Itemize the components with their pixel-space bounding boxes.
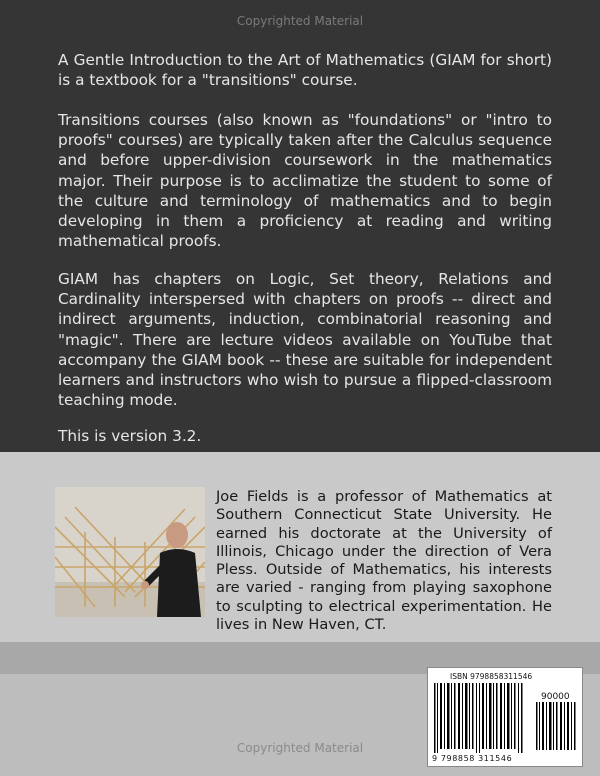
author-bio: Joe Fields is a professor of Mathematics at Southern Connecticut State University. He earned his doctorate at the University of Illinois, Chicago under the direction of Vera Pless. Outside of Mathematics, his interests are varied - ranging from playing saxophone to sculpting to electrical experimentation. He lives in New Haven, CT. <box>216 488 552 634</box>
blurb-paragraph-1: A Gentle Introduction to the Art of Mathematics (GIAM for short) is a textbook for a "transitions" course. <box>58 51 552 90</box>
blurb-paragraph-4: This is version 3.2. <box>58 427 202 445</box>
watermark-bottom: Copyrighted Material <box>236 741 364 755</box>
barcode-digits: 9 798858 311546 <box>432 754 513 763</box>
blurb-paragraph-3: GIAM has chapters on Logic, Set theory, Relations and Cardinality interspersed with chapters on proofs -- direct and indirect arguments, induction, combinatorial reasoning and "magic". There are lecture videos available on YouTube that accompany the GIAM book -- these are suitable for independent learners and instructors who wish to pursue a flipped-classroom teaching mode. <box>58 270 552 410</box>
price-code: 90000 <box>541 692 570 702</box>
author-photo <box>55 487 205 617</box>
watermark-top: Copyrighted Material <box>236 14 364 28</box>
isbn-label: ISBN 9798858311546 <box>450 672 533 681</box>
blurb-paragraph-2: Transitions courses (also known as "foundations" or "intro to proofs" courses) are typically taken after the Calculus sequence and before upper-division coursework in the mathematics major. Their purpose is to acclimatize the student to some of the culture and terminology of mathematics and to begin developing in them a proficiency at reading and writing mathematical proofs. <box>58 111 552 251</box>
